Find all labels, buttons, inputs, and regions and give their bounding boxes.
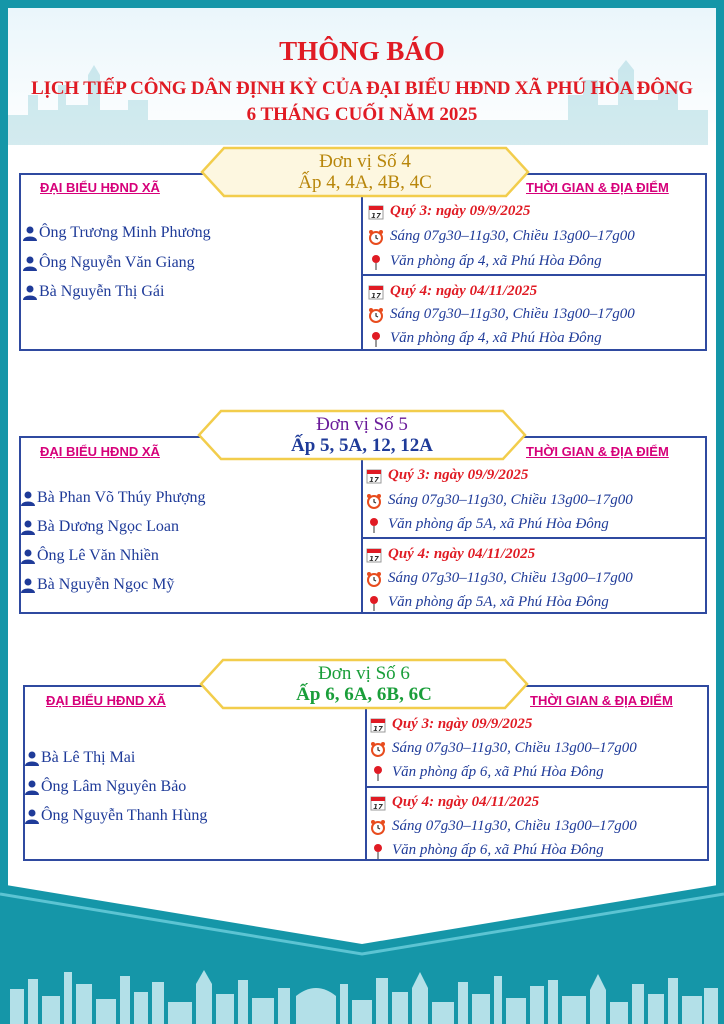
map-pin-icon xyxy=(370,843,386,859)
rep-item: Bà Dương Ngọc Loan xyxy=(20,518,179,536)
alarm-clock-icon xyxy=(370,819,386,835)
alarm-clock-icon xyxy=(368,229,384,245)
schedule-place: Văn phòng ấp 5A, xã Phú Hòa Đông xyxy=(366,594,609,611)
city-skyline-footer xyxy=(0,884,724,1024)
rep-item: Ông Trương Minh Phương xyxy=(22,224,211,242)
svg-text:17: 17 xyxy=(371,211,381,220)
svg-text:17: 17 xyxy=(371,291,381,300)
person-icon xyxy=(20,548,36,564)
person-icon xyxy=(24,808,40,824)
time-place-heading: THỜI GIAN & ĐỊA ĐIỂM xyxy=(526,444,669,459)
unit-name: Đơn vị Số 5 xyxy=(316,414,408,435)
svg-text:17: 17 xyxy=(369,554,379,563)
map-pin-icon xyxy=(368,331,384,347)
person-icon xyxy=(24,779,40,795)
rep-item: Ông Lê Văn Nhiền xyxy=(20,547,159,565)
svg-text:17: 17 xyxy=(373,802,383,811)
schedule-quarter: 17 Quý 3: ngày 09/9/2025 xyxy=(370,716,532,733)
schedule-time: Sáng 07g30–11g30, Chiều 13g00–17g00 xyxy=(368,306,635,323)
schedule-place: Văn phòng ấp 4, xã Phú Hòa Đông xyxy=(368,253,602,270)
schedule-place: Văn phòng ấp 6, xã Phú Hòa Đông xyxy=(370,764,604,781)
rep-item: Bà Nguyễn Thị Gái xyxy=(22,283,164,301)
rep-item: Ông Lâm Nguyên Bảo xyxy=(24,778,186,796)
calendar-icon xyxy=(366,547,382,563)
rep-item: Ông Nguyễn Thanh Hùng xyxy=(24,807,207,825)
rep-item: Ông Nguyễn Văn Giang xyxy=(22,254,195,272)
unit-hamlets: Ấp 5, 5A, 12, 12A xyxy=(291,435,433,456)
person-icon xyxy=(20,577,36,593)
notice-period: 6 THÁNG CUỐI NĂM 2025 xyxy=(246,104,478,125)
time-place-heading: THỜI GIAN & ĐỊA ĐIỂM xyxy=(526,180,669,195)
map-pin-icon xyxy=(370,765,386,781)
calendar-icon xyxy=(370,795,386,811)
schedule-quarter: 17 Quý 4: ngày 04/11/2025 xyxy=(368,283,537,300)
map-pin-icon xyxy=(366,517,382,533)
rep-item: Bà Lê Thị Mai xyxy=(24,749,135,767)
calendar-icon xyxy=(366,468,382,484)
reps-heading: ĐẠI BIỂU HĐND XÃ xyxy=(40,180,160,195)
notice-title: THÔNG BÁO xyxy=(279,36,445,66)
schedule-quarter: 17 Quý 4: ngày 04/11/2025 xyxy=(366,546,535,563)
schedule-place: Văn phòng ấp 5A, xã Phú Hòa Đông xyxy=(366,516,609,533)
person-icon xyxy=(22,225,38,241)
unit-name: Đơn vị Số 6 xyxy=(318,663,410,684)
map-pin-icon xyxy=(368,254,384,270)
map-pin-icon xyxy=(366,595,382,611)
person-icon xyxy=(24,750,40,766)
person-icon xyxy=(20,519,36,535)
schedule-quarter: 17 Quý 3: ngày 09/9/2025 xyxy=(368,203,530,220)
schedule-place: Văn phòng ấp 6, xã Phú Hòa Đông xyxy=(370,842,604,859)
schedule-time: Sáng 07g30–11g30, Chiều 13g00–17g00 xyxy=(370,818,637,835)
schedule-time: Sáng 07g30–11g30, Chiều 13g00–17g00 xyxy=(366,492,633,509)
unit-hamlets: Ấp 6, 6A, 6B, 6C xyxy=(296,684,432,705)
reps-heading: ĐẠI BIỂU HĐND XÃ xyxy=(40,444,160,459)
schedule-place: Văn phòng ấp 4, xã Phú Hòa Đông xyxy=(368,330,602,347)
alarm-clock-icon xyxy=(366,493,382,509)
unit-banner xyxy=(200,146,530,198)
svg-text:17: 17 xyxy=(373,724,383,733)
calendar-icon xyxy=(368,284,384,300)
schedule-quarter: 17 Quý 3: ngày 09/9/2025 xyxy=(366,467,528,484)
city-skyline-background xyxy=(8,55,708,145)
unit-banner xyxy=(199,658,529,710)
alarm-clock-icon xyxy=(370,741,386,757)
rep-item: Bà Nguyễn Ngọc Mỹ xyxy=(20,576,174,594)
reps-heading: ĐẠI BIỂU HĐND XÃ xyxy=(46,693,166,708)
person-icon xyxy=(22,255,38,271)
rep-item: Bà Phan Võ Thúy Phượng xyxy=(20,489,206,507)
svg-text:17: 17 xyxy=(369,475,379,484)
person-icon xyxy=(20,490,36,506)
calendar-icon xyxy=(368,204,384,220)
alarm-clock-icon xyxy=(368,307,384,323)
time-place-heading: THỜI GIAN & ĐỊA ĐIỂM xyxy=(530,693,673,708)
unit-banner xyxy=(197,409,527,461)
notice-subtitle: LỊCH TIẾP CÔNG DÂN ĐỊNH KỲ CỦA ĐẠI BIỂU HĐND XÃ PHÚ HÒA ĐÔNG xyxy=(31,78,693,99)
schedule-time: Sáng 07g30–11g30, Chiều 13g00–17g00 xyxy=(368,228,635,245)
unit-hamlets: Ấp 4, 4A, 4B, 4C xyxy=(298,172,432,193)
schedule-quarter: 17 Quý 4: ngày 04/11/2025 xyxy=(370,794,539,811)
unit-name: Đơn vị Số 4 xyxy=(319,151,411,172)
calendar-icon xyxy=(370,717,386,733)
alarm-clock-icon xyxy=(366,571,382,587)
schedule-time: Sáng 07g30–11g30, Chiều 13g00–17g00 xyxy=(370,740,637,757)
person-icon xyxy=(22,284,38,300)
schedule-time: Sáng 07g30–11g30, Chiều 13g00–17g00 xyxy=(366,570,633,587)
